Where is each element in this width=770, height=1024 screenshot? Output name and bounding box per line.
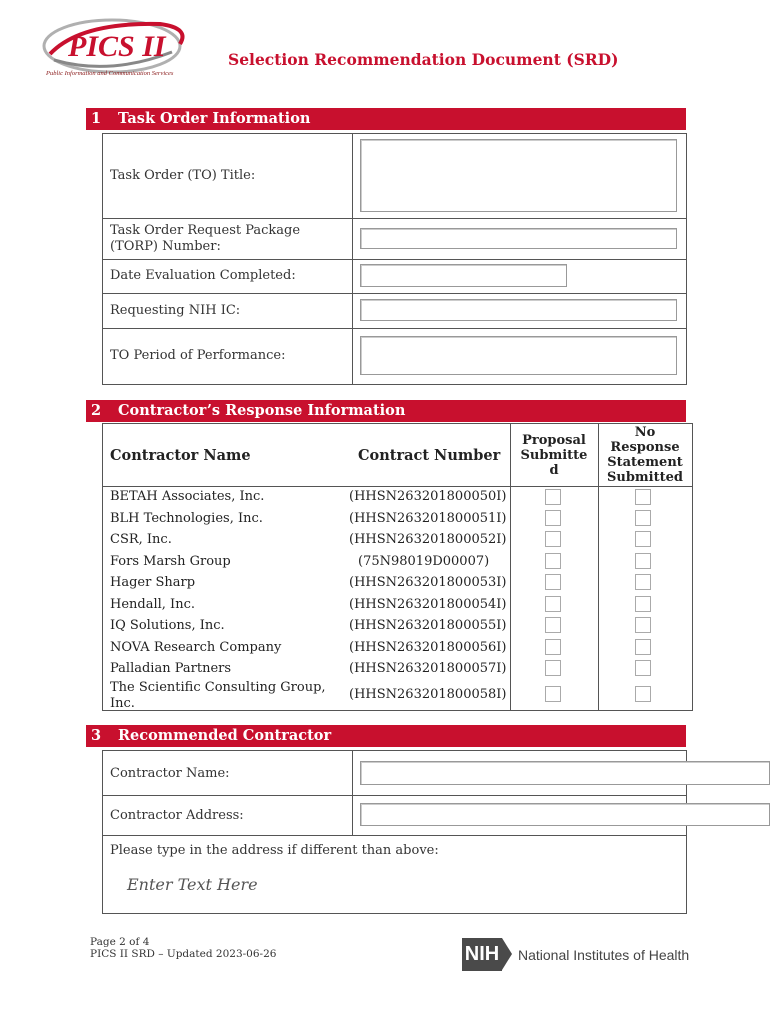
contract-number: (HHSN263201800052I) <box>349 532 507 547</box>
contract-number: (HHSN263201800057I) <box>349 661 507 676</box>
page-number: Page 2 of 4 <box>90 936 150 948</box>
period-performance-input[interactable] <box>360 336 677 375</box>
proposal-submitted-checkbox[interactable] <box>545 596 561 612</box>
nih-logo: NIH <box>462 938 502 971</box>
contractor-name-input[interactable] <box>360 761 770 785</box>
contractor-name: NOVA Research Company <box>110 640 282 655</box>
torp-number-input[interactable] <box>360 228 677 249</box>
contractor-name: Hager Sharp <box>110 575 196 590</box>
contractor-name: Hendall, Inc. <box>110 597 195 612</box>
no-response-checkbox[interactable] <box>635 639 651 655</box>
torp-number-label-line2: (TORP) Number: <box>110 239 221 254</box>
to-title-input[interactable] <box>360 139 677 212</box>
col-header-no-response: No Response Statement Submitted <box>607 425 683 485</box>
no-response-checkbox[interactable] <box>635 553 651 569</box>
no-response-checkbox[interactable] <box>635 510 651 526</box>
nih-name: National Institutes of Health <box>518 947 690 963</box>
no-response-checkbox[interactable] <box>635 596 651 612</box>
section-number: 3 <box>91 727 102 744</box>
address-text-area[interactable]: Enter Text Here <box>127 875 258 894</box>
col-header-contract-number: Contract Number <box>358 447 501 464</box>
section-title: Recommended Contractor <box>118 727 332 744</box>
logo-wordmark: PICS II <box>68 30 166 63</box>
requesting-ic-input[interactable] <box>360 299 677 321</box>
contract-number: (HHSN263201800056I) <box>349 640 507 655</box>
contract-number: (HHSN263201800050I) <box>349 489 507 504</box>
no-response-checkbox[interactable] <box>635 574 651 590</box>
section-number: 2 <box>91 402 102 419</box>
proposal-submitted-checkbox[interactable] <box>545 686 561 702</box>
proposal-submitted-checkbox[interactable] <box>545 489 561 505</box>
contractor-name: IQ Solutions, Inc. <box>110 618 225 633</box>
contractor-name: CSR, Inc. <box>110 532 172 547</box>
section-3-header <box>86 725 686 747</box>
proposal-submitted-checkbox[interactable] <box>545 639 561 655</box>
no-response-checkbox[interactable] <box>635 660 651 676</box>
logo-tagline: Public Information and Communication Services <box>46 70 174 77</box>
contractor-name: Fors Marsh Group <box>110 554 231 569</box>
proposal-submitted-checkbox[interactable] <box>545 617 561 633</box>
date-evaluation-label: Date Evaluation Completed: <box>110 268 296 283</box>
section-number: 1 <box>91 110 102 127</box>
proposal-submitted-checkbox[interactable] <box>545 574 561 590</box>
proposal-submitted-checkbox[interactable] <box>545 531 561 547</box>
contractor-name-line1: The Scientific Consulting Group, <box>110 680 326 695</box>
col-header-proposal-submitted: Proposal Submitte d <box>520 433 588 478</box>
contractor-address-label: Contractor Address: <box>110 808 244 823</box>
document-title: Selection Recommendation Document (SRD) <box>228 50 619 69</box>
contract-number: (HHSN263201800053I) <box>349 575 507 590</box>
proposal-submitted-checkbox[interactable] <box>545 660 561 676</box>
torp-number-label-line1: Task Order Request Package <box>110 223 301 238</box>
no-response-checkbox[interactable] <box>635 489 651 505</box>
section-title: Task Order Information <box>118 110 311 127</box>
contract-number: (75N98019D00007) <box>358 554 490 569</box>
no-response-checkbox[interactable] <box>635 686 651 702</box>
col-header-contractor-name: Contractor Name <box>110 447 251 464</box>
contractor-name-label: Contractor Name: <box>110 766 230 781</box>
contract-number: (HHSN263201800055I) <box>349 618 507 633</box>
contractor-name: BETAH Associates, Inc. <box>110 489 265 504</box>
section-title: Contractor’s Response Information <box>118 402 406 419</box>
proposal-submitted-checkbox[interactable] <box>545 553 561 569</box>
doc-version: PICS II SRD – Updated 2023-06-26 <box>90 948 277 960</box>
nih-logo-chevron <box>502 938 512 970</box>
contractor-name-line2: Inc. <box>110 696 135 711</box>
date-evaluation-input[interactable] <box>360 264 567 287</box>
contractor-name: BLH Technologies, Inc. <box>110 511 263 526</box>
address-note: Please type in the address if different than above: <box>110 843 439 858</box>
section-1-header <box>86 108 686 130</box>
no-response-checkbox[interactable] <box>635 617 651 633</box>
section-2-header <box>86 400 686 422</box>
contract-number: (HHSN263201800051I) <box>349 511 507 526</box>
contract-number: (HHSN263201800054I) <box>349 597 507 612</box>
proposal-submitted-checkbox[interactable] <box>545 510 561 526</box>
contractor-name: Palladian Partners <box>110 661 232 676</box>
period-performance-label: TO Period of Performance: <box>110 348 286 363</box>
contractor-address-input[interactable] <box>360 803 770 826</box>
no-response-checkbox[interactable] <box>635 531 651 547</box>
requesting-ic-label: Requesting NIH IC: <box>110 303 241 318</box>
contract-number: (HHSN263201800058I) <box>349 687 507 702</box>
to-title-label: Task Order (TO) Title: <box>110 168 256 183</box>
